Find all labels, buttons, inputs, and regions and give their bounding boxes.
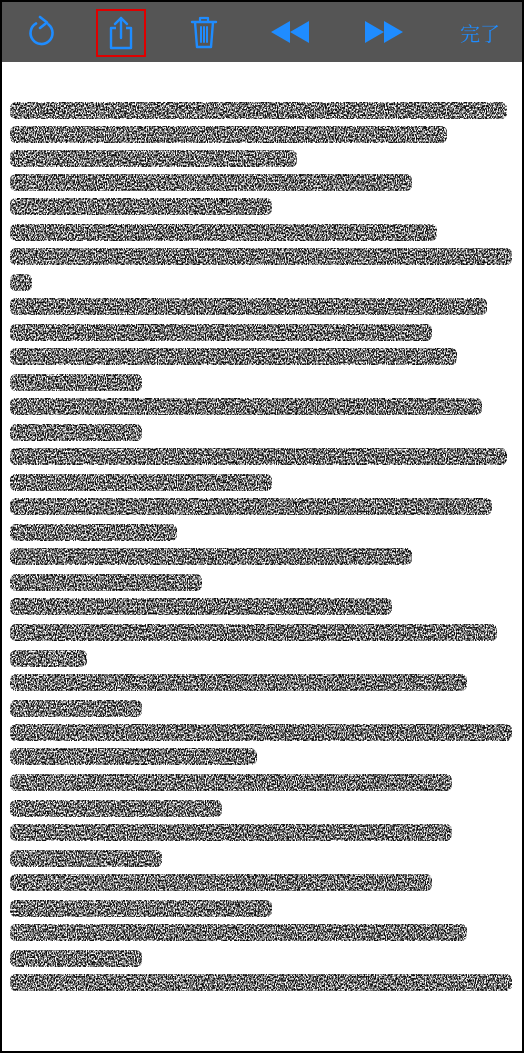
document-view[interactable] bbox=[2, 62, 522, 1051]
fast-forward-button[interactable] bbox=[358, 8, 410, 56]
trash-button[interactable] bbox=[182, 8, 226, 56]
rewind-icon bbox=[270, 20, 310, 44]
trash-icon bbox=[190, 14, 218, 50]
reload-button[interactable] bbox=[20, 8, 64, 56]
reload-icon bbox=[27, 15, 57, 49]
fast-forward-icon bbox=[364, 20, 404, 44]
share-icon bbox=[107, 15, 135, 51]
done-button[interactable] bbox=[450, 8, 510, 56]
done-label: 完了 bbox=[460, 21, 500, 46]
rewind-button[interactable] bbox=[264, 8, 316, 56]
toolbar bbox=[2, 2, 522, 62]
illegible-text-block bbox=[2, 62, 522, 1051]
share-button[interactable] bbox=[96, 9, 146, 57]
